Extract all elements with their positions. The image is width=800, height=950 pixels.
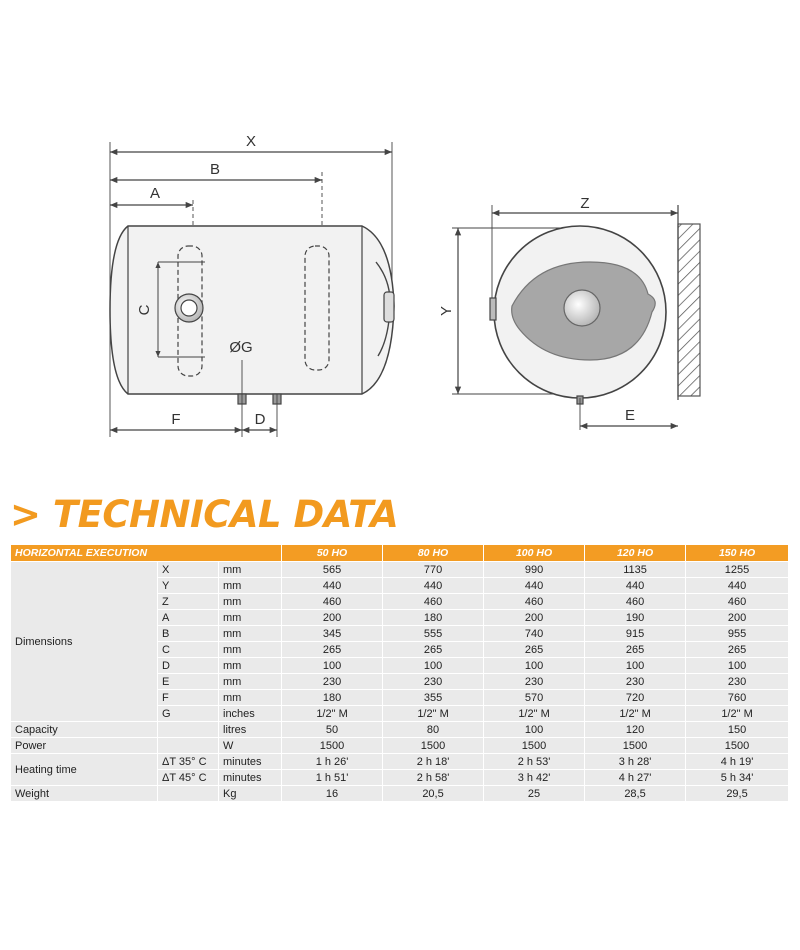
row-sub-label: D (158, 658, 219, 674)
table-cell: 120 (585, 722, 686, 738)
table-cell: 1500 (686, 738, 789, 754)
row-unit: mm (219, 674, 282, 690)
table-cell: 440 (686, 578, 789, 594)
table-cell: 200 (484, 610, 585, 626)
table-row (11, 738, 789, 754)
table-cell: 50 (282, 722, 383, 738)
row-unit: Kg (219, 786, 282, 802)
table-cell: 2 h 53' (484, 754, 585, 770)
table-cell: 230 (686, 674, 789, 690)
table-cell: 80 (383, 722, 484, 738)
row-group-label: Power (11, 738, 158, 754)
table-cell: 2 h 58' (383, 770, 484, 786)
table-cell: 1 h 51' (282, 770, 383, 786)
row-sub-label: A (158, 610, 219, 626)
row-unit: mm (219, 658, 282, 674)
row-unit: mm (219, 578, 282, 594)
table-cell: 955 (686, 626, 789, 642)
table-cell: 1500 (282, 738, 383, 754)
table-cell: 1/2" M (383, 706, 484, 722)
row-sub-label (158, 786, 219, 802)
table-cell: 915 (585, 626, 686, 642)
model-header: 50 HO (282, 545, 383, 562)
header-label: HORIZONTAL EXECUTION (11, 545, 282, 562)
table-cell: 1500 (484, 738, 585, 754)
dim-label-x: X (245, 133, 257, 150)
table-cell: 440 (484, 578, 585, 594)
row-group-label: Weight (11, 786, 158, 802)
table-cell: 200 (686, 610, 789, 626)
row-unit: mm (219, 642, 282, 658)
table-cell: 565 (282, 562, 383, 578)
technical-data-table (10, 544, 789, 802)
row-unit: mm (219, 610, 282, 626)
table-cell: 230 (383, 674, 484, 690)
table-cell: 2 h 18' (383, 754, 484, 770)
row-unit: litres (219, 722, 282, 738)
row-unit: minutes (219, 770, 282, 786)
row-group-label: Capacity (11, 722, 158, 738)
row-sub-label: E (158, 674, 219, 690)
table-cell: 5 h 34' (686, 770, 789, 786)
row-unit: mm (219, 690, 282, 706)
table-body (11, 562, 789, 802)
table-cell: 460 (484, 594, 585, 610)
dim-label-y: Y (438, 305, 455, 317)
model-header: 100 HO (484, 545, 585, 562)
table-cell: 460 (282, 594, 383, 610)
table-cell: 440 (585, 578, 686, 594)
row-sub-label: X (158, 562, 219, 578)
row-sub-label (158, 738, 219, 754)
dim-label-c: C (136, 304, 153, 316)
table-cell: 1255 (686, 562, 789, 578)
row-sub-label (158, 722, 219, 738)
table-cell: 230 (282, 674, 383, 690)
row-unit: minutes (219, 754, 282, 770)
table-cell: 265 (585, 642, 686, 658)
table-cell: 355 (383, 690, 484, 706)
model-header: 150 HO (686, 545, 789, 562)
table-cell: 720 (585, 690, 686, 706)
table-cell: 100 (585, 658, 686, 674)
table-cell: 760 (686, 690, 789, 706)
dim-label-a: A (149, 185, 161, 202)
row-sub-label: Z (158, 594, 219, 610)
table-cell: 180 (383, 610, 484, 626)
table-cell: 1 h 26' (282, 754, 383, 770)
table-cell: 770 (383, 562, 484, 578)
table-cell: 230 (484, 674, 585, 690)
row-sub-label: Y (158, 578, 219, 594)
table-cell: 1500 (383, 738, 484, 754)
table-cell: 3 h 42' (484, 770, 585, 786)
table-row (11, 786, 789, 802)
table-cell: 100 (383, 658, 484, 674)
table-cell: 3 h 28' (585, 754, 686, 770)
table-cell: 460 (686, 594, 789, 610)
table-row (11, 562, 789, 578)
table-cell: 29,5 (686, 786, 789, 802)
table-row (11, 722, 789, 738)
table-cell: 28,5 (585, 786, 686, 802)
row-sub-label: ΔT 45° C (158, 770, 219, 786)
row-unit: mm (219, 626, 282, 642)
table-cell: 460 (383, 594, 484, 610)
dim-label-z: Z (580, 195, 590, 212)
table-cell: 345 (282, 626, 383, 642)
table-cell: 200 (282, 610, 383, 626)
table-cell: 1135 (585, 562, 686, 578)
row-unit: mm (219, 562, 282, 578)
table-cell: 1/2" M (585, 706, 686, 722)
table-cell: 740 (484, 626, 585, 642)
table-cell: 100 (282, 658, 383, 674)
row-sub-label: ΔT 35° C (158, 754, 219, 770)
table-cell: 100 (686, 658, 789, 674)
front-view (452, 205, 700, 430)
row-group-label: Dimensions (11, 562, 158, 722)
row-sub-label: G (158, 706, 219, 722)
table-header-row (11, 545, 789, 562)
table-cell: 100 (484, 722, 585, 738)
table-cell: 440 (383, 578, 484, 594)
table-cell: 100 (484, 658, 585, 674)
table-cell: 20,5 (383, 786, 484, 802)
row-group-label: Heating time (11, 754, 158, 786)
dim-label-d: D (254, 411, 266, 428)
table-cell: 150 (686, 722, 789, 738)
table-cell: 190 (585, 610, 686, 626)
table-cell: 265 (282, 642, 383, 658)
table-cell: 4 h 19' (686, 754, 789, 770)
row-unit: mm (219, 594, 282, 610)
table-cell: 4 h 27' (585, 770, 686, 786)
table-cell: 16 (282, 786, 383, 802)
table-row (11, 754, 789, 770)
dim-label-e: E (624, 407, 636, 424)
table-cell: 1/2" M (282, 706, 383, 722)
table-cell: 25 (484, 786, 585, 802)
table-cell: 440 (282, 578, 383, 594)
row-sub-label: F (158, 690, 219, 706)
dim-label-b: B (209, 161, 221, 178)
table-cell: 180 (282, 690, 383, 706)
model-header: 80 HO (383, 545, 484, 562)
table-cell: 265 (686, 642, 789, 658)
table-cell: 990 (484, 562, 585, 578)
model-header: 120 HO (585, 545, 686, 562)
table-cell: 265 (484, 642, 585, 658)
table-cell: 460 (585, 594, 686, 610)
dim-label-f: F (171, 411, 181, 428)
table-cell: 265 (383, 642, 484, 658)
section-heading: > TECHNICAL DATA (10, 493, 399, 536)
table-cell: 555 (383, 626, 484, 642)
row-sub-label: B (158, 626, 219, 642)
table-cell: 570 (484, 690, 585, 706)
table-cell: 1/2" M (484, 706, 585, 722)
table-cell: 1/2" M (686, 706, 789, 722)
row-unit: W (219, 738, 282, 754)
row-sub-label: C (158, 642, 219, 658)
row-unit: inches (219, 706, 282, 722)
table-cell: 1500 (585, 738, 686, 754)
dim-label-g: ØG (229, 339, 253, 356)
table-cell: 230 (585, 674, 686, 690)
